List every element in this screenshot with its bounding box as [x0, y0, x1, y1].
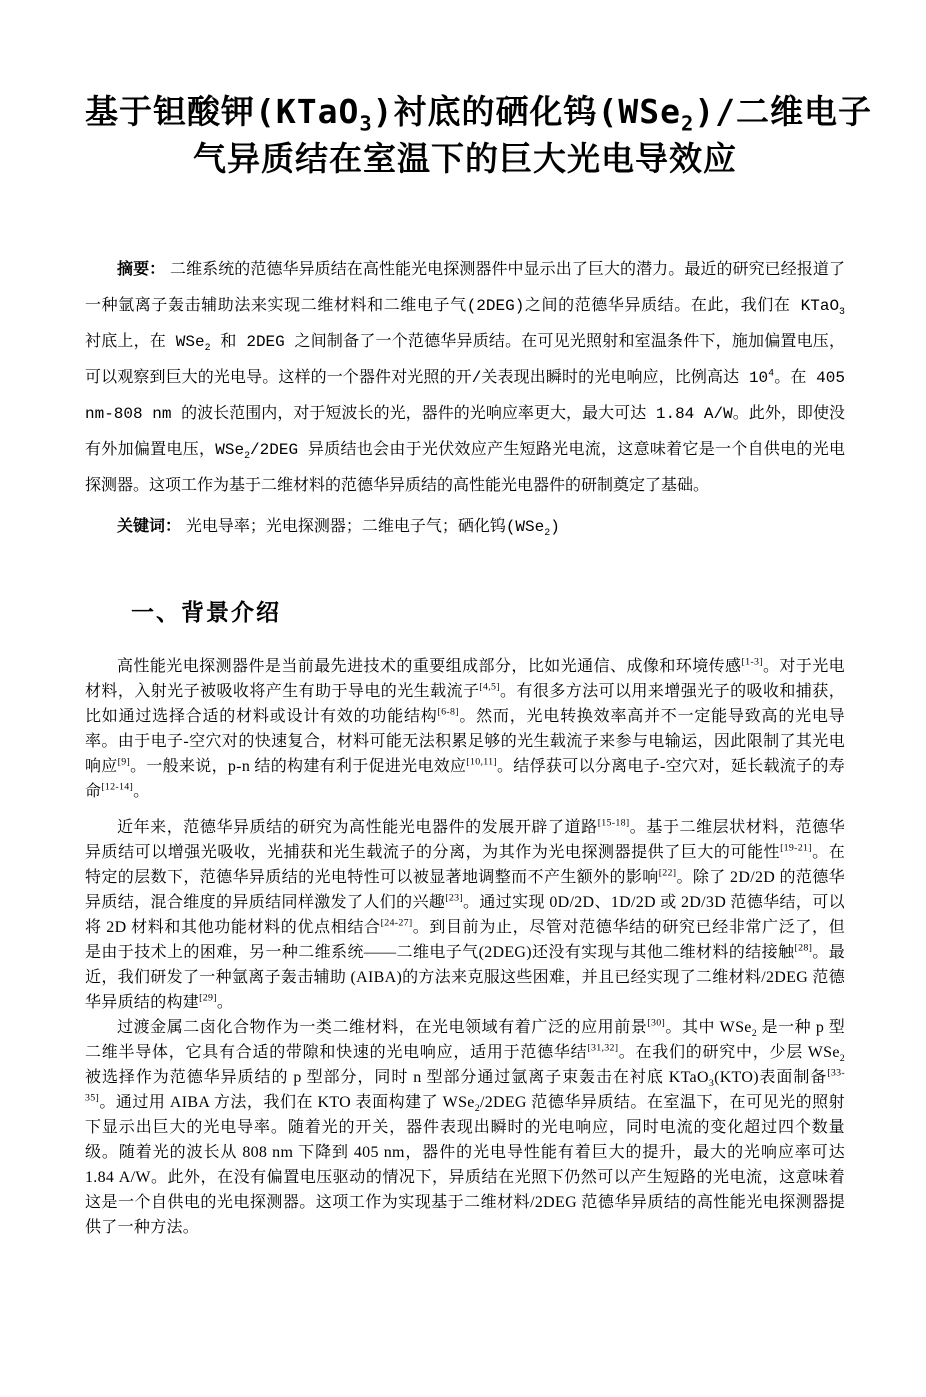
body-paragraph-1: 高性能光电探测器件是当前最先进技术的重要组成部分，比如光通信、成像和环境传感[1-3]。对于光电材料，入射光子被吸收将产生有助于导电的光生载流子[4,5]。有很多方法可以用来增强光子的吸收和捕获，比如通过选择合适的材料或设计有效的功能结构[6-8]。然而，光电转换效率高并不一定能导致高的光电导率。由于电子-空穴对的快速复合，材料可能无法积累足够的光生载流子来参与电输运，因此限制了其光电响应[9]。一般来说，p-n 结的构建有利于促进光电效应[10,11]。结俘获可以分离电子-空穴对，延长载流子的寿命[12-14]。 [85, 656, 845, 800]
document-page [0, 88, 926, 1397]
section-heading-background: 一、背景介绍 [131, 599, 281, 625]
paper-title-line-1: 基于钽酸钾(KTaO$_3$)衬底的硒化钨(WSe$_2$)/二维电子 [85, 92, 873, 136]
abstract-paragraph [85, 252, 845, 504]
keywords-line [85, 516, 845, 538]
paper-title [85, 88, 873, 182]
abstract-label: 摘要： [117, 261, 166, 278]
paper-title-line-2: 气异质结在室温下的巨大光电导效应 [193, 139, 737, 178]
body-paragraph-2: 近年来，范德华异质结的研究为高性能光电器件的发展开辟了道路[15-18]。基于二维层状材料，范德华异质结可以增强光吸收，光捕获和光生载流子的分离，为其作为光电探测器提供了巨大的可能性[19-21]。在特定的层数下，范德华异质结的光电特性可以被显著地调整而不产生额外的影响[22]。除了 2D/2D 的范德华异质结，混合维度的异质结同样激发了人们的兴趣[23]。通过实现 0D/2D、1D/2D 或 2D/3D 范德华结，可以将 2D 材料和其他功能材料的优点相结合[24-27]。到目前为止，尽管对范德华结的研究已经非常广泛了，但是由于技术上的困难，另一种二维系统——二维电子气(2DEG)还没有实现与其他二维材料的结接触[28]。最近，我们研发了一种氩离子轰击辅助 (AIBA)的方法来克服这些困难，并且已经实现了二维材料/2DEG 范德华异质结的构建[29]。 [85, 817, 845, 1011]
body-paragraph-3: 过渡金属二卤化合物作为一类二维材料，在光电领域有着广泛的应用前景[30]。其中 WSe$_2$ 是一种 p 型二维半导体，它具有合适的带隙和快速的光电响应，适用于范德华结[31,32]。在我们的研究中，少层 WSe$_2$ 被选择作为范德华异质结的 p 型部分，同时 n 型部分通过氩离子束轰击在衬底 KTaO$_3$(KTO)表面制备[33-35]。通过用 AIBA 方法，我们在 KTO 表面构建了 WSe$_2$/2DEG 范德华异质结。在室温下，在可见光的照射下显示出巨大的光电导率。随着光的开关，器件表现出瞬时的光电响应，同时电流的变化超过四个数量级。随着光的波长从 808 nm 下降到 405 nm，器件的光电导性能有着巨大的提升，最大的光响应率可达 1.84 A/W。此外，在没有偏置电压驱动的情况下，异质结在光照下仍然可以产生短路的光电流，这意味着这是一个自供电的光电探测器。这项工作为实现基于二维材料/2DEG 范德华异质结的高性能光电探测器提供了一种方法。 [85, 1017, 845, 1236]
keywords-label: 关键词： [117, 518, 182, 535]
abstract-text: 二维系统的范德华异质结在高性能光电探测器件中显示出了巨大的潜力。最近的研究已经报道了一种氩离子轰击辅助法来实现二维材料和二维电子气(2DEG)之间的范德华异质结。在此，我们在 KTaO$_3$ 衬底上，在 WSe$_2$ 和 2DEG 之间制备了一个范德华异质结。在可见光照射和室温条件下，施加偏置电压，可以观察到巨大的光电导。这样的一个器件对光照的开/关表现出瞬时的光电响应，比例高达 $10^4$。在 405 nm-808 nm 的波长范围内，对于短波长的光，器件的光响应率更大，最大可达 1.84 A/W。此外，即使没有外加偏置电压，WSe$_2$/2DEG 异质结也会由于光伏效应产生短路光电流，这意味着它是一个自供电的光电探测器。这项工作为基于二维材料的范德华异质结的高性能光电器件的研制奠定了基础。 [85, 261, 845, 495]
section-body [85, 654, 845, 1240]
keywords-text: 光电导率；光电探测器；二维电子气；硒化钨(WSe$_2$) [185, 518, 560, 539]
